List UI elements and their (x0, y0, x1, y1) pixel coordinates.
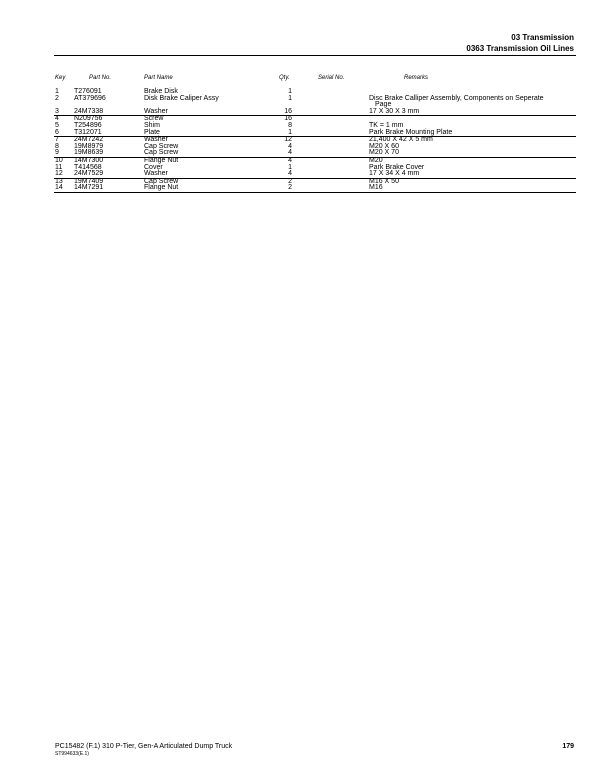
remarks-line: 17 X 30 X 3 mm (369, 107, 420, 115)
row-key: 11 (55, 163, 63, 171)
row-remarks (369, 130, 452, 137)
row-quantity: 2 (288, 177, 292, 185)
column-header-remarks: Remarks (404, 75, 429, 81)
table-row (0, 171, 600, 178)
row-quantity: 4 (288, 170, 292, 178)
column-header-serial-no: Serial No. (318, 75, 345, 81)
row-part-name: Washer (144, 136, 168, 144)
row-part-number: 24M7338 (74, 107, 104, 115)
remarks-line: Park Brake Mounting Plate (369, 128, 453, 136)
row-key: 14 (55, 184, 63, 192)
table-row (0, 185, 600, 192)
footer-code: ST994633(E.1) (55, 751, 89, 757)
page-number: 179 (562, 743, 574, 750)
row-part-name: Cap Screw (144, 149, 179, 157)
table-row (0, 150, 600, 157)
row-part-name: Brake Disk (144, 88, 178, 95)
row-key: 3 (55, 107, 59, 115)
column-header-part-no: Part No. (89, 75, 112, 81)
row-part-number: 24M7242 (74, 136, 104, 144)
row-part-number: 14M7291 (74, 184, 104, 192)
row-separator (54, 192, 576, 193)
row-key: 8 (55, 142, 59, 150)
row-part-name: Disk Brake Caliper Assy (144, 94, 219, 102)
row-quantity: 1 (288, 163, 292, 171)
row-key: 2 (55, 94, 59, 102)
row-quantity: 1 (288, 88, 292, 95)
row-key: 1 (55, 88, 59, 95)
section-title: 03 Transmission (511, 33, 574, 42)
column-header-key: Key (55, 75, 66, 81)
row-quantity: 12 (284, 136, 292, 144)
subsection-title: 0363 Transmission Oil Lines (466, 44, 574, 53)
row-part-number: T414568 (74, 163, 102, 171)
row-part-name: Flange Nut (144, 156, 179, 164)
row-part-name: Washer (144, 170, 168, 178)
row-quantity: 16 (284, 107, 292, 115)
row-part-number: N209756 (74, 115, 103, 123)
remarks-line: M16 (369, 184, 383, 192)
remarks-line: TK = 1 mm (369, 121, 404, 129)
remarks-line: Page (375, 101, 392, 109)
remarks-line: M20 (369, 156, 383, 164)
row-part-number: 24M7529 (74, 170, 104, 178)
row-part-number: AT379696 (74, 94, 106, 102)
row-key: 4 (55, 115, 59, 123)
row-quantity: 8 (288, 121, 292, 129)
row-part-name: Cap Screw (144, 142, 179, 150)
row-key: 13 (55, 177, 63, 185)
row-remarks (369, 109, 419, 116)
row-part-number: T276091 (74, 88, 102, 95)
row-part-number: 19M7409 (74, 177, 104, 185)
row-key: 7 (55, 136, 59, 144)
row-remarks (369, 185, 383, 192)
row-quantity: 1 (288, 94, 292, 102)
row-key: 5 (55, 121, 59, 129)
row-key: 6 (55, 128, 59, 136)
remarks-line: M20 X 60 (369, 142, 399, 150)
row-key: 12 (55, 170, 63, 178)
row-part-number: 19M8979 (74, 142, 104, 150)
column-header-qty: Qty. (279, 75, 290, 81)
row-part-name: Shim (144, 121, 160, 129)
row-quantity: 2 (288, 184, 292, 192)
parts-table (0, 89, 600, 193)
table-row (0, 96, 600, 109)
row-remarks (369, 171, 419, 178)
row-part-name: Flange Nut (144, 184, 179, 192)
footer-publication: PC15482 (F.1) 310 P-Tier, Gen-A Articulated Dump Truck (55, 743, 233, 750)
row-remarks (369, 96, 544, 109)
row-part-number: T312071 (74, 128, 102, 136)
row-part-name: Cap Screw (144, 177, 179, 185)
remarks-line: M16 X 50 (369, 177, 399, 185)
remarks-line: 17 X 34 X 4 mm (369, 170, 420, 178)
row-remarks (369, 150, 399, 157)
row-key: 9 (55, 149, 59, 157)
row-part-name: Cover (144, 163, 163, 171)
remarks-line: Park Brake Cover (369, 163, 425, 171)
row-quantity: 4 (288, 142, 292, 150)
row-part-number: T254896 (74, 121, 102, 129)
row-quantity: 4 (288, 156, 292, 164)
row-part-name: Plate (144, 128, 160, 136)
row-quantity: 16 (284, 115, 292, 123)
row-quantity: 1 (288, 128, 292, 136)
row-part-name: Screw (144, 115, 164, 123)
row-part-number: 19M8639 (74, 149, 104, 157)
column-header-part-name: Part Name (144, 75, 173, 81)
row-part-name: Washer (144, 107, 168, 115)
row-key: 10 (55, 156, 63, 164)
header-rule (54, 55, 576, 56)
table-row (0, 109, 600, 116)
remarks-line: Disc Brake Calliper Assembly, Components on Seperate (369, 94, 544, 102)
table-row (0, 130, 600, 137)
remarks-line: M20 X 70 (369, 149, 399, 157)
row-quantity: 4 (288, 149, 292, 157)
remarks-line: 21,400 X 42 X 5 mm (369, 136, 433, 144)
row-part-number: 14M7300 (74, 156, 104, 164)
